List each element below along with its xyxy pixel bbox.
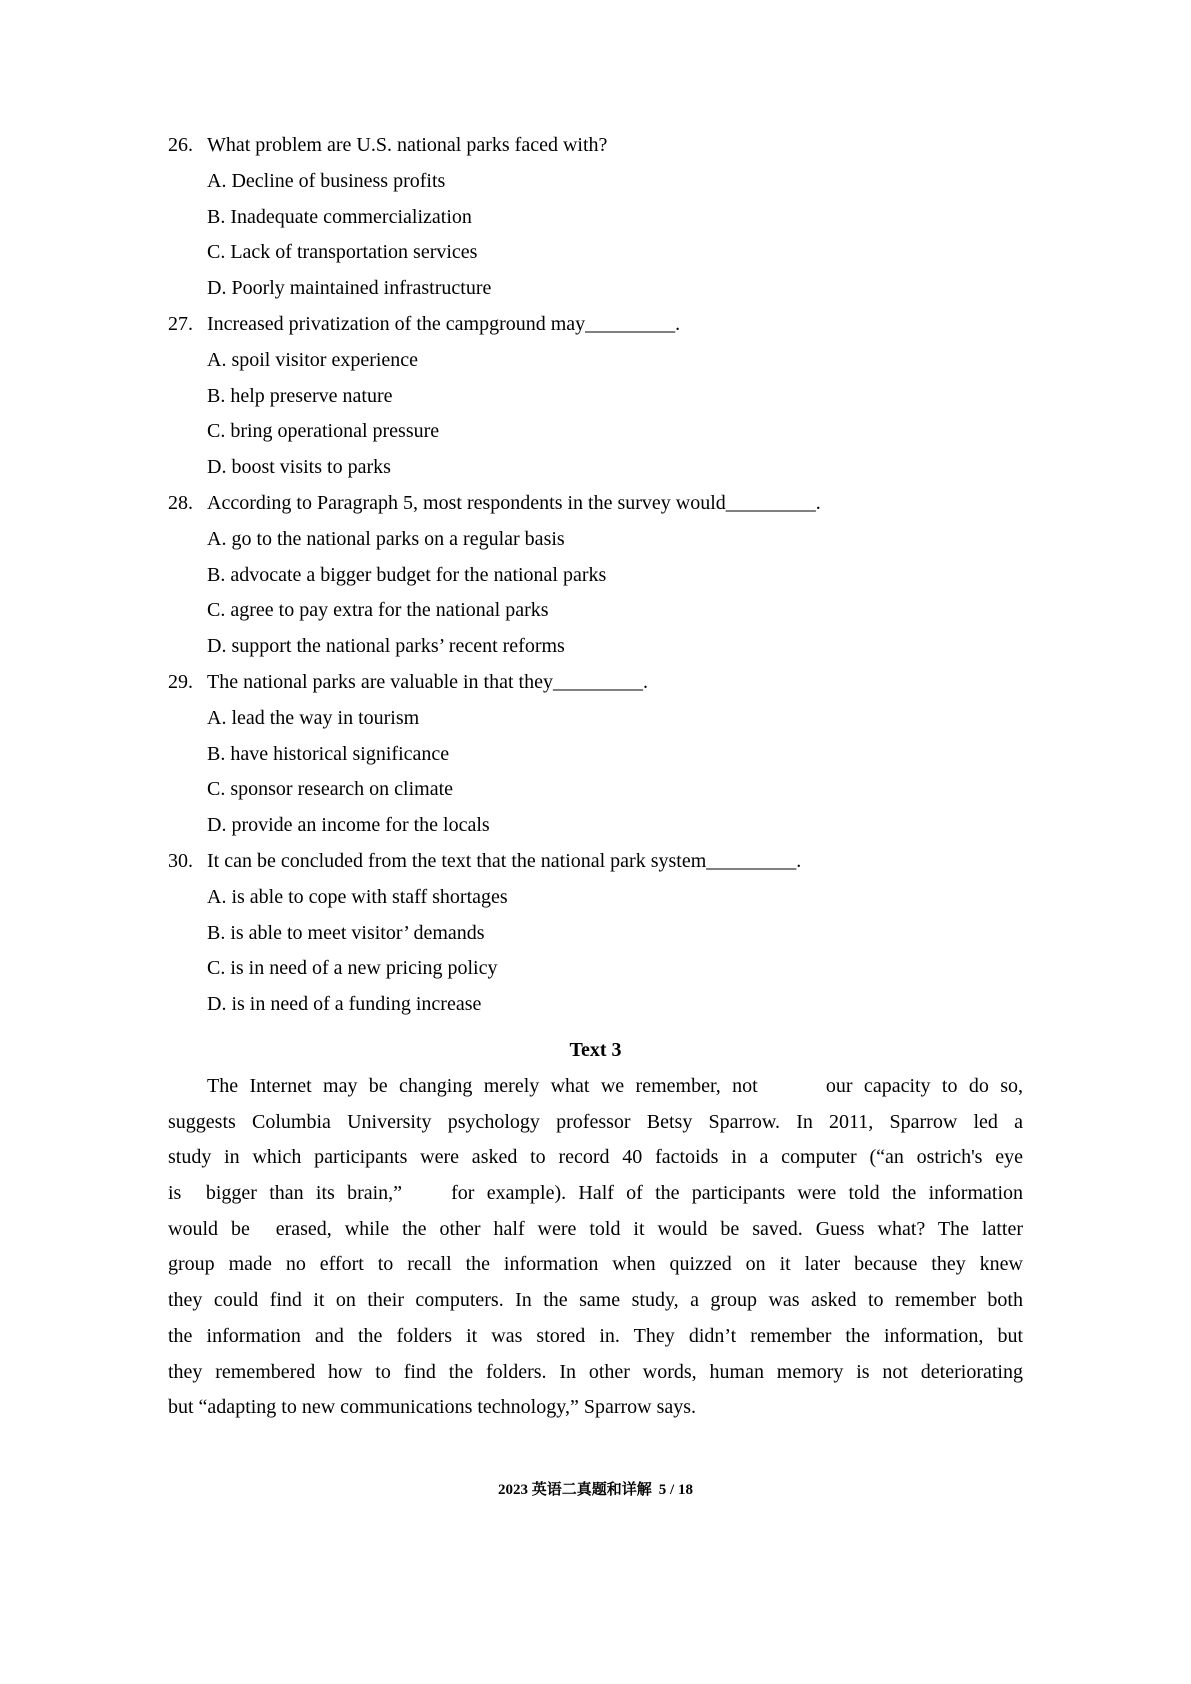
passage-line: but “adapting to new communications technology,” Sparrow says. [168,1396,697,1419]
question-number: 30. [168,849,193,872]
question-item [168,128,1023,307]
option-item: C. is in need of a new pricing policy [207,957,498,980]
question-text: It can be concluded from the text that the national park system_________. [207,849,802,872]
option-item: D. Poorly maintained infrastructure [207,277,492,300]
page-footer [0,1480,1191,1500]
passage-line: suggests Columbia University psychology professor Betsy Sparrow. In 2011, Sparrow led a [168,1110,1023,1133]
passage-line: is bigger than its brain,” for example). Half of the participants were told the information [168,1182,1023,1205]
text3-passage [168,1069,1023,1426]
passage-line: group made no effort to recall the information when quizzed on it later because they knew [168,1253,1023,1276]
question-item [168,486,1023,665]
question-item [168,844,1023,1023]
passage-line: study in which participants were asked to record 40 factoids in a computer (“an ostrich's eye [168,1146,1023,1169]
option-item: B. help preserve nature [207,384,393,407]
question-item [168,307,1023,486]
questions-section [168,128,1023,1023]
option-item: A. is able to cope with staff shortages [207,885,508,908]
option-item: B. Inadequate commercialization [207,205,472,228]
footer-page-number: 5 / 18 [658,1482,693,1498]
question-text: The national parks are valuable in that they_________. [207,670,648,693]
question-text: Increased privatization of the campground may_________. [207,312,681,335]
question-line [168,665,1023,701]
question-number: 26. [168,134,193,156]
question-line [168,128,1023,164]
passage-line: the information and the folders it was stored in. They didn’t remember the information, but [168,1324,1023,1347]
passage-line: would be erased, while the other half were told it would be saved. Guess what? The latter [168,1217,1023,1240]
question-number: 28. [168,491,193,514]
question-line [168,486,1023,522]
option-item: B. is able to meet visitor’ demands [207,921,485,944]
question-line [168,844,1023,880]
option-item: C. bring operational pressure [207,420,440,443]
option-item: D. boost visits to parks [207,456,391,479]
option-item: A. Decline of business profits [207,169,446,192]
option-item: B. advocate a bigger budget for the national parks [207,563,607,586]
question-item [168,665,1023,844]
question-text: According to Paragraph 5, most respondents in the survey would_________. [207,491,821,514]
option-item: A. lead the way in tourism [207,706,420,729]
text3-heading: Text 3 [569,1038,622,1061]
option-item: A. go to the national parks on a regular basis [207,527,565,550]
question-number: 29. [168,670,193,693]
option-item: D. is in need of a funding increase [207,993,482,1016]
option-item: C. agree to pay extra for the national parks [207,599,549,622]
option-item: C. Lack of transportation services [207,241,478,264]
question-text: What problem are U.S. national parks faced with? [207,134,608,156]
option-item: C. sponsor research on climate [207,778,454,801]
passage-line: The Internet may be changing merely what we remember, not our capacity to do so, [207,1074,1023,1097]
option-item: D. support the national parks’ recent reforms [207,635,565,658]
option-item: D. provide an income for the locals [207,814,490,837]
option-item: A. spoil visitor experience [207,348,419,371]
passage-line: they could find it on their computers. In the same study, a group was asked to remember both [168,1289,1023,1312]
option-item: B. have historical significance [207,742,450,765]
question-number: 27. [168,312,193,335]
passage-line: they remembered how to find the folders. In other words, human memory is not deteriorating [168,1360,1023,1383]
footer-title: 2023 英语二真题和详解 [498,1482,652,1498]
question-line [168,307,1023,343]
